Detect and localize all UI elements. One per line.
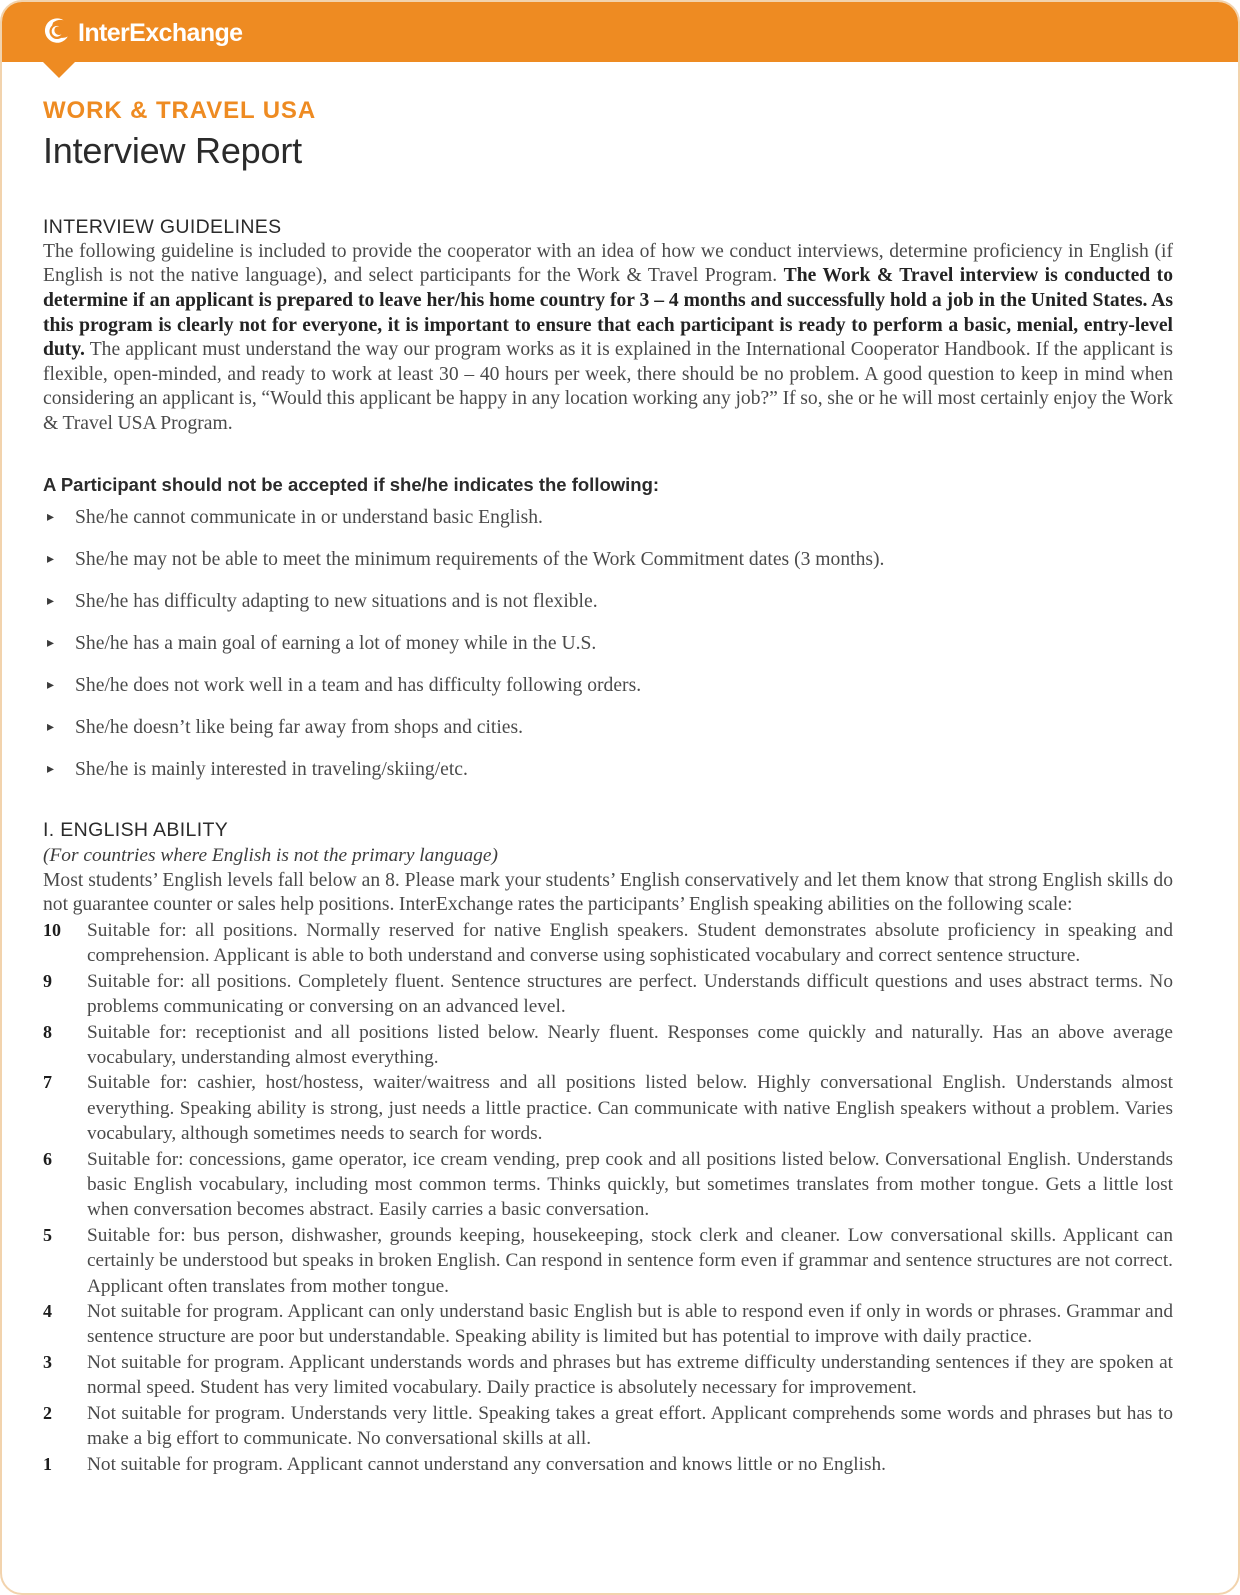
english-ability-section [43,818,1173,1477]
triangle-bullet-icon: ▸ [47,593,55,609]
scale-item [43,1070,1173,1146]
scale-level-number: 4 [43,1301,52,1322]
list-item [43,760,1173,780]
program-kicker: WORK & TRAVEL USA [43,97,317,124]
list-item [43,676,1173,696]
list-item-text: She/he is mainly interested in traveling/skiing/etc. [75,759,468,781]
list-item [43,718,1173,738]
triangle-bullet-icon: ▸ [47,636,55,652]
triangle-bullet-icon: ▸ [47,678,55,694]
document-content [43,97,1173,1477]
list-item-text: She/he has a main goal of earning a lot of money while in the U.S. [75,633,597,655]
scale-level-number: 3 [43,1351,52,1372]
triangle-bullet-icon: ▸ [47,509,55,525]
interview-guidelines-heading: INTERVIEW GUIDELINES [43,215,282,238]
list-item [43,592,1173,612]
scale-item [43,969,1173,1020]
english-ability-intro: Most students’ English levels fall below an 8. Please mark your students’ English conservatively and let them know that strong English skills do not guarantee counter or sales help positions. InterExchange rates the participants’ English speaking abilities on the following scale: [43,869,1173,916]
guidelines-bold-text: The Work & Travel interview is conducted to determine if an applicant is prepared to leave her/his home country for 3 – 4 months and successfully hold a job in the United States. As this program is clearly not for everyone, it is important to ensure that each participant is ready to perform a basic, menial, entry-level duty. [43,265,1173,361]
scale-item-text: Not suitable for program. Applicant understands words and phrases but has extreme difficulty understanding sentences if they are spoken at normal speed. Student has very limited vocabulary. Daily practice is absolutely necessary for improvement. [87,1351,1173,1399]
scale-item [43,1020,1173,1071]
list-item [43,550,1173,570]
scale-item-text: Suitable for: receptionist and all positions listed below. Nearly fluent. Responses come quickly and naturally. Has an above average vocabulary, understanding almost everything. [87,1021,1173,1068]
scale-item-text: Suitable for: concessions, game operator, ice cream vending, prep cook and all positions listed below. Conversational English. Understands basic English vocabulary, including most common terms. Thinks quickly, but sometimes translates from mother tongue. Gets a little lost when conversation becomes abstract. Easily carries a basic conversation. [87,1148,1173,1221]
scale-item [43,1350,1173,1401]
header-notch-triangle [43,62,75,78]
list-item-text: She/he doesn’t like being far away from shops and cities. [75,717,524,739]
scale-item [43,1147,1173,1223]
list-item-text: She/he does not work well in a team and has difficulty following orders. [75,675,642,697]
scale-item-text: Not suitable for program. Understands very little. Speaking takes a great effort. Applicant comprehends some words and phrases but has to make a big effort to communicate. No conversational skills at all. [87,1402,1173,1450]
english-ability-note: (For countries where English is not the primary language) [43,845,498,867]
reject-criteria-heading: A Participant should not be accepted if she/he indicates the following: [43,473,660,495]
list-item-text: She/he has difficulty adapting to new situations and is not flexible. [75,590,598,612]
guidelines-tail-text: The applicant must understand the way our program works as it is explained in the International Cooperator Handbook. If the applicant is flexible, open-minded, and ready to work at least 30 – 40 hours per week, there should be no problem. A good question to keep in mind when considering an applicant is, “Would this applicant be happy in any location working any job?” If so, she or he will most certainly enjoy the Work & Travel USA Program. [43,339,1173,435]
list-item-text: She/he cannot communicate in or understand basic English. [75,506,543,528]
logo-wordmark: InterExchange [78,18,243,47]
triangle-bullet-icon: ▸ [47,720,55,736]
interview-guidelines-paragraph [43,240,1173,437]
scale-level-number: 5 [43,1224,52,1245]
page-title: Interview Report [43,130,302,172]
triangle-bullet-icon: ▸ [47,762,55,778]
english-ability-heading: I. ENGLISH ABILITY [43,818,229,841]
scale-item-text: Not suitable for program. Applicant cannot understand any conversation and knows little or no English. [87,1453,886,1475]
scale-level-number: 10 [43,919,61,940]
scale-level-number: 9 [43,970,52,991]
scale-item [43,1401,1173,1452]
scale-item-text: Suitable for: cashier, host/hostess, waiter/waitress and all positions listed below. Highly conversational English. Understands almost everything. Speaking ability is strong, just needs a little practice. Can communicate with native English speakers without a problem. Varies vocabulary, although sometimes needs to search for words. [87,1072,1173,1145]
crescent-swirl-icon [43,17,71,50]
english-scale-list [43,918,1173,1477]
scale-item [43,918,1173,969]
list-item-text: She/he may not be able to meet the minimum requirements of the Work Commitment dates (3 months). [75,548,885,570]
scale-item [43,1299,1173,1350]
scale-item-text: Suitable for: bus person, dishwasher, grounds keeping, housekeeping, stock clerk and cleaner. Low conversational skills. Applicant can certainly be understood but speaks in broken English. Can respond in sentence form even if grammar and sentence structures are not correct. Applicant often translates from mother tongue. [87,1224,1173,1297]
scale-item-text: Suitable for: all positions. Completely fluent. Sentence structures are perfect. Understands difficult questions and uses abstract terms. No problems communicating or conversing on an advanced level. [87,970,1173,1018]
scale-level-number: 2 [43,1402,52,1423]
interview-guidelines-section [43,215,1173,437]
scale-item-text: Suitable for: all positions. Normally reserved for native English speakers. Student demonstrates absolute proficiency in speaking and comprehension. Applicant is able to both understand and converse using sophisticated vocabulary and correct sentence structure. [87,919,1173,967]
reject-criteria-list [43,508,1173,780]
list-item [43,508,1173,528]
interexchange-logo [43,17,242,49]
scale-item-text: Not suitable for program. Applicant can only understand basic English but is able to respond even if only in words or phrases. Grammar and sentence structure are poor but understandable. Speaking ability is limited but has potential to improve with daily practice. [87,1301,1173,1348]
reject-criteria-section [43,473,1173,780]
scale-level-number: 7 [43,1072,52,1093]
scale-level-number: 1 [43,1453,52,1474]
triangle-bullet-icon: ▸ [47,551,55,567]
scale-item [43,1452,1173,1477]
scale-level-number: 8 [43,1021,52,1042]
guidelines-lead-text: The following guideline is included to provide the cooperator with an idea of how we conduct interviews, determine proficiency in English (if English is not the native language), and select participants for the Work & Travel Program. [43,240,1173,287]
scale-item [43,1223,1173,1299]
scale-level-number: 6 [43,1148,52,1169]
list-item [43,634,1173,654]
